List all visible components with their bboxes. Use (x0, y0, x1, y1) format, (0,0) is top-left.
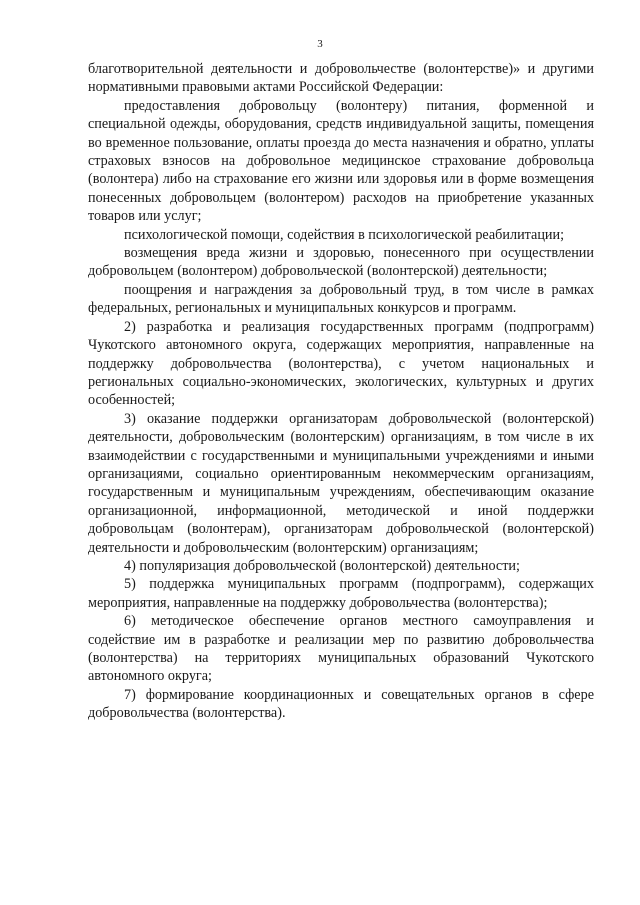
paragraph-encouragement-awards: поощрения и награждения за добровольный труд, в том числе в рамках федеральных, региональных и муниципальных конкурсов и программ. (88, 281, 594, 317)
paragraph-item-3: 3) оказание поддержки организаторам добровольческой (волонтерской) деятельности, добровольческим (волонтерским) организациям, в том числе в их взаимодействии с государственными и муниципальными учреждениями и иными организациями, социально ориентированным некоммерческим организациям, государственным и муниципальным учреждениям, обеспечивающим оказание организационной, информационной, методической и иной поддержки добровольцам (волонтерам), организаторам добровольческой (волонтерской) деятельности и добровольческим (волонтерским) организациям; (88, 410, 594, 556)
page-number: 3 (317, 38, 323, 50)
paragraph-item-2: 2) разработка и реализация государственных программ (подпрограмм) Чукотского автономного округа, содержащих мероприятия, направленные на поддержку добровольчества (волонтерства), с учетом национальных и региональных социально-экономических, экологических, культурных и других особенностей; (88, 318, 594, 409)
paragraph-harm-compensation: возмещения вреда жизни и здоровью, понесенного при осуществлении добровольцем (волонтером) добровольческой (волонтерской) деятельности; (88, 245, 594, 280)
paragraph-item-7: 7) формирование координационных и совещательных органов в сфере добровольчества (волонтерства). (88, 686, 594, 722)
paragraph-item-5: 5) поддержка муниципальных программ (подпрограмм), содержащих мероприятия, направленные на поддержку добровольчества (волонтерства); (88, 576, 594, 611)
paragraph-item-6: 6) методическое обеспечение органов местного самоуправления и содействие им в разработке и реализации мер по развитию добровольчества (волонтерства) на территориях муниципальных образований Чукотского автономного округа; (88, 613, 594, 685)
paragraph-item-4: 4) популяризация добровольческой (волонтерской) деятельности; (124, 557, 520, 574)
paragraph-psychological-help: психологической помощи, содействия в психологической реабилитации; (124, 226, 565, 243)
document-body (88, 60, 594, 723)
paragraph-provision-support: предоставления добровольцу (волонтеру) питания, форменной и специальной одежды, оборудования, средств индивидуальной защиты, помещения во временное пользование, оплаты проезда до места назначения и обратно, уплаты страховых взносов на добровольное медицинское страхование добровольца (волонтера) либо на страхование его жизни или здоровья или в форме возмещения понесенных добровольцем (волонтером) расходов на приобретение указанных товаров или услуг; (88, 97, 594, 225)
paragraph-continuation: благотворительной деятельности и добровольчестве (волонтерстве)» и другими нормативными правовыми актами Российской Федерации: (88, 61, 594, 96)
